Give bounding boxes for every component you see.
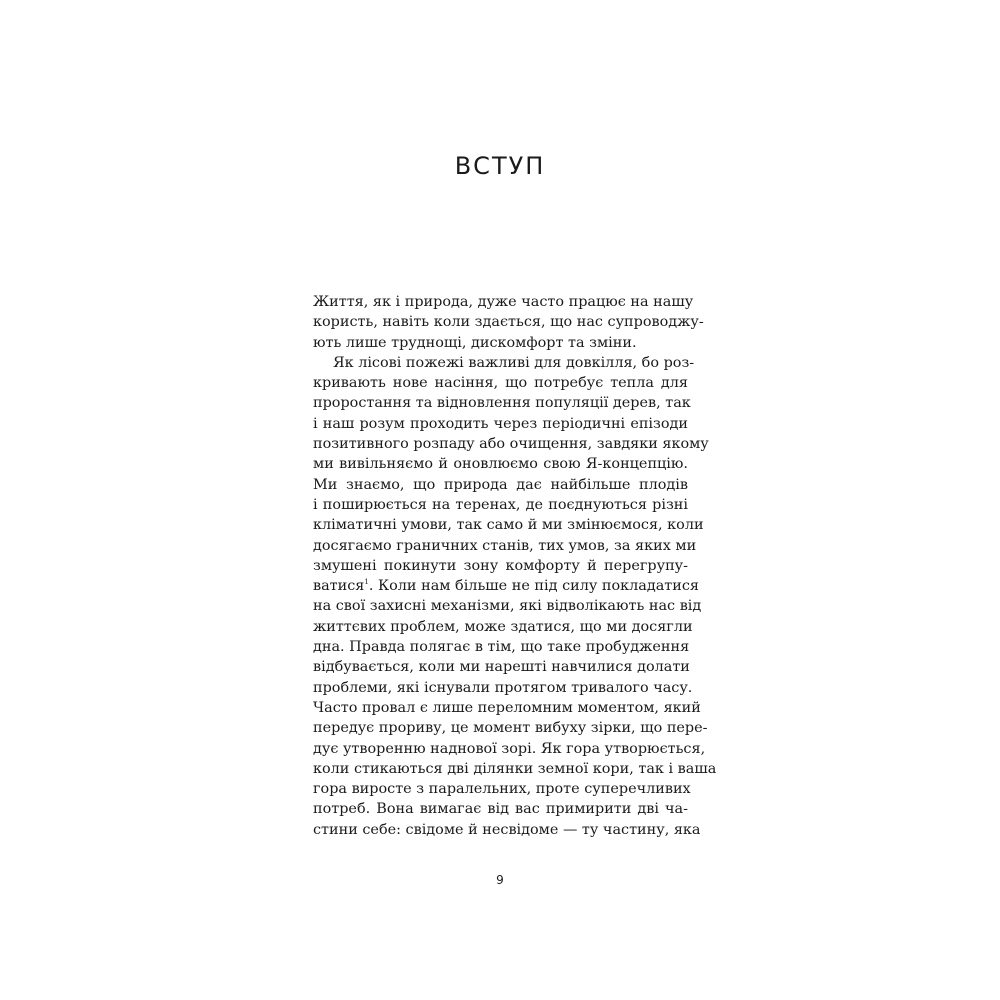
footnote-line-after: . Коли нам більше не під силу покладатися (368, 578, 699, 595)
text-line: життєвих проблем, може здатися, що ми досягли (313, 618, 693, 635)
text-line: на свої захисні механізми, які відволікають нас від (313, 598, 702, 615)
footnote-marker[interactable]: 1 (364, 578, 369, 587)
text-line: Життя, як і природа, дуже часто працює на нашу (313, 294, 694, 310)
body-text (313, 292, 717, 840)
text-line: Ми знаємо, що природа дає найбільше плодів (313, 476, 688, 493)
text-line: потреб. Вона вимагає від вас примирити дві ча- (313, 801, 688, 818)
text-line: дує утворенню наднової зорі. Як гора утворюється, (313, 740, 706, 757)
text-line: досягаємо граничних станів, тих умов, за яких ми (313, 537, 697, 554)
text-line: Часто провал є лише переломним моментом, який (313, 699, 701, 716)
text-line: передує прориву, це момент вибуху зірки, що пере- (313, 720, 708, 737)
text-line: змушені покинути зону комфорту й перегрупу- (313, 557, 688, 574)
text-line: і наш розум проходить через періодичні епізоди (313, 415, 688, 432)
text-line: Як лісові пожежі важливі для довкілля, бо роз- (333, 354, 695, 371)
chapter-title: ВСТУП (454, 152, 546, 180)
text-line: ми вивільняємо й оновлюємо свою Я-концепцію. (313, 456, 688, 473)
text-line-with-footnote (313, 576, 699, 596)
text-line: кривають нове насіння, що потребує тепла для (313, 375, 688, 392)
text-line: позитивного розпаду або очищення, завдяки якому (313, 436, 709, 453)
text-line: користь, навіть коли здається, що нас супроводжу- (313, 314, 704, 331)
text-line: стини себе: свідоме й несвідоме — ту частину, яка (313, 821, 701, 838)
text-line: дна. Правда полягає в тім, що таке пробудження (313, 639, 690, 656)
text-line: ють лише труднощі, дискомфорт та зміни. (313, 334, 637, 351)
text-line: проростання та відновлення популяції дерев, так (313, 395, 691, 412)
text-line: коли стикаються дві ділянки земної кори, так і ваша (313, 760, 717, 777)
text-line: проблеми, які існували протягом тривалого часу. (313, 679, 693, 696)
text-line: і поширюється на теренах, де поєднуються різні (313, 496, 688, 513)
footnote-line-before: ватися (313, 578, 365, 595)
text-line: гора виросте з паралельних, проте суперечливих (313, 781, 691, 798)
text-line: відбувається, коли ми нарешті навчилися долати (313, 659, 690, 676)
page-number: 9 (496, 873, 504, 887)
text-line: кліматичні умови, так само й ми змінюємося, коли (313, 517, 704, 534)
